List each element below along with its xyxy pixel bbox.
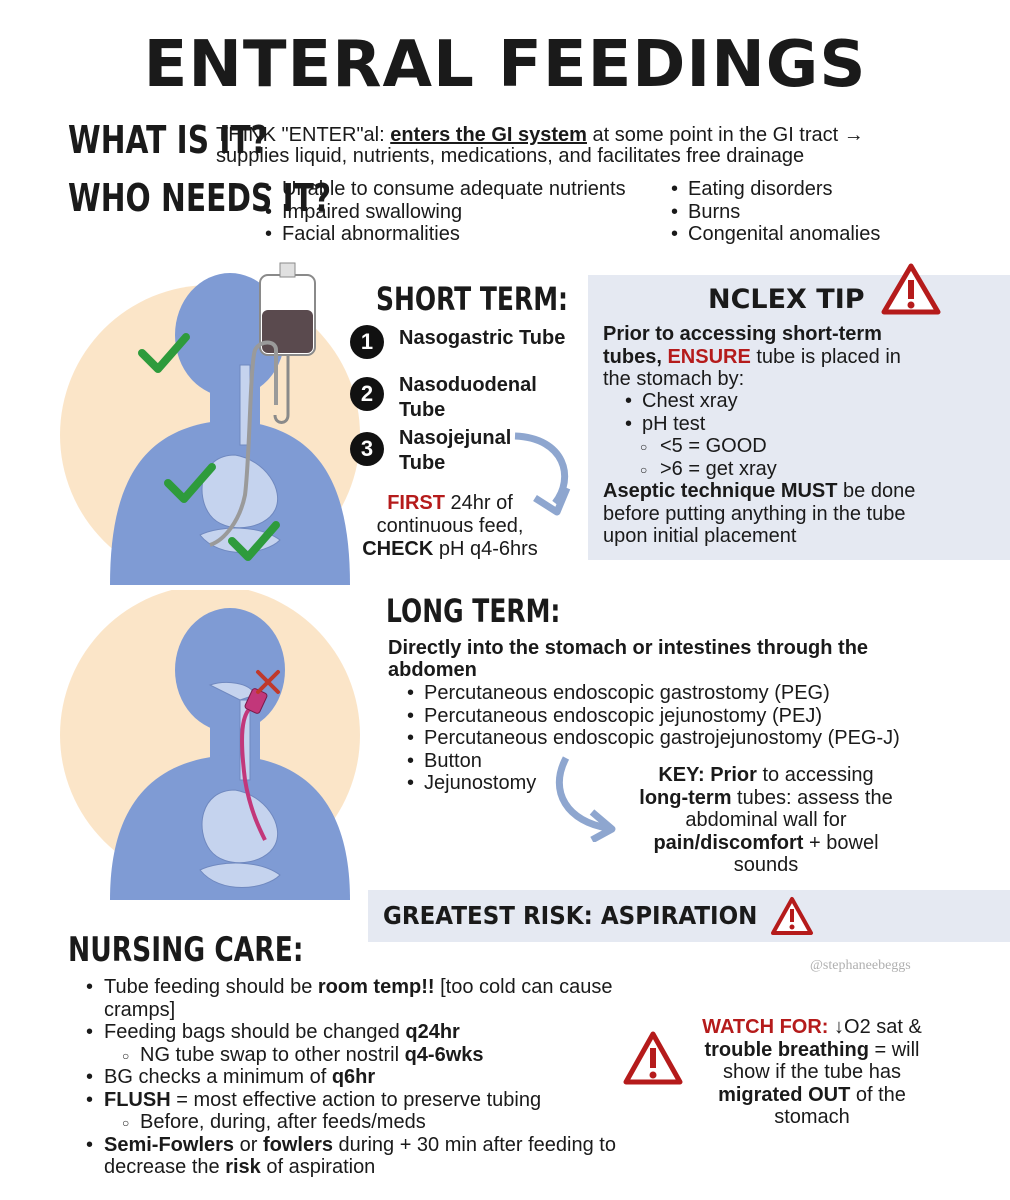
list-item: ○ <5 = GOOD xyxy=(622,435,777,458)
what-line1: THINK "ENTER"al: enters the GI system at some point in the GI tract → xyxy=(216,124,864,146)
tube-label: Nasogastric Tube xyxy=(399,327,566,349)
list-item: • Burns xyxy=(668,201,880,224)
list-item: • Facial abnormalities xyxy=(262,223,626,246)
nursing-care-list xyxy=(82,976,616,1179)
list-item: • BG checks a minimum of q6hr xyxy=(86,1066,376,1088)
watch-for-note: WATCH FOR: ↓O2 sat & trouble breathing = will show if the tube has migrated OUT of the stomach xyxy=(702,1016,922,1128)
nclex-aseptic: Aseptic technique MUST be done before putting anything in the tube upon initial placement xyxy=(603,480,916,547)
tube-label: Nasoduodenal Tube xyxy=(399,374,537,421)
list-item: • Feeding bags should be changed q24hr xyxy=(86,1021,460,1043)
key-note: KEY: Prior to accessing long-term tubes: assess the abdominal wall for pain/discomfort + bowel sounds xyxy=(639,764,893,876)
number-badge: 1 xyxy=(350,325,384,359)
risk-text: GREATEST RISK: ASPIRATION xyxy=(383,901,758,930)
number-badge: 3 xyxy=(350,432,384,466)
what-line2: supplies liquid, nutrients, medications, and facilitates free drainage xyxy=(216,145,805,167)
list-item: • Jejunostomy xyxy=(404,772,900,795)
list-item-cont: cramps] xyxy=(104,998,176,1021)
warning-icon xyxy=(880,262,942,316)
what-heading: WHAT IS IT? xyxy=(68,118,268,162)
nclex-heading: NCLEX TIP xyxy=(708,284,865,315)
sub-item: ○ Before, during, after feeds/meds xyxy=(122,1111,426,1133)
who-list-left xyxy=(262,178,626,246)
list-item-cont: decrease the risk of aspiration xyxy=(104,1156,376,1178)
warning-icon xyxy=(770,896,814,936)
who-heading: WHO NEEDS IT? xyxy=(68,176,332,220)
first-24hr-note: FIRST 24hr of continuous feed, CHECK pH q4-6hrs xyxy=(362,492,538,560)
list-item: • Percutaneous endoscopic jejunostomy (PEJ) xyxy=(404,705,900,728)
list-item: • FLUSH = most effective action to preserve tubing xyxy=(86,1088,542,1111)
long-term-illustration xyxy=(50,590,370,900)
list-item: • Semi-Fowlers or fowlers during + 30 min after feeding to xyxy=(86,1133,616,1156)
list-item: • Button xyxy=(404,750,900,773)
nclex-ph-values xyxy=(622,435,777,480)
list-item: ○ >6 = get xray xyxy=(622,458,777,481)
nursing-heading: NURSING CARE: xyxy=(68,930,304,970)
list-item: • Congenital anomalies xyxy=(668,223,880,246)
sub-item: ○ NG tube swap to other nostril q4-6wks xyxy=(122,1043,484,1066)
nclex-methods xyxy=(622,390,738,435)
list-item: • Unable to consume adequate nutrients xyxy=(262,178,626,201)
list-item: • Percutaneous endoscopic gastrojejunostomy (PEG-J) xyxy=(404,727,900,750)
tube-label: Nasojejunal Tube xyxy=(399,427,512,474)
page-title: ENTERAL FEEDINGS xyxy=(143,28,867,102)
short-term-illustration xyxy=(50,255,370,585)
number-badge: 2 xyxy=(350,377,384,411)
list-item: • Eating disorders xyxy=(668,178,880,201)
who-list-right xyxy=(668,178,880,246)
short-term-heading: SHORT TERM: xyxy=(376,280,569,318)
list-item: • Impaired swallowing xyxy=(262,201,626,224)
watermark: @stephaneebeggs xyxy=(810,958,911,973)
list-item: • Chest xray xyxy=(622,390,738,413)
long-term-heading: LONG TERM: xyxy=(386,592,561,630)
list-item: • pH test xyxy=(622,413,738,436)
nclex-body: Prior to accessing short-term tubes, ENSURE tube is placed in the stomach by: xyxy=(603,323,901,390)
long-term-intro: Directly into the stomach or intestines through the abdomen xyxy=(388,637,869,681)
list-item: • Tube feeding should be room temp!! [too cold can cause xyxy=(86,976,613,998)
list-item: • Percutaneous endoscopic gastrostomy (PEG) xyxy=(404,682,900,705)
